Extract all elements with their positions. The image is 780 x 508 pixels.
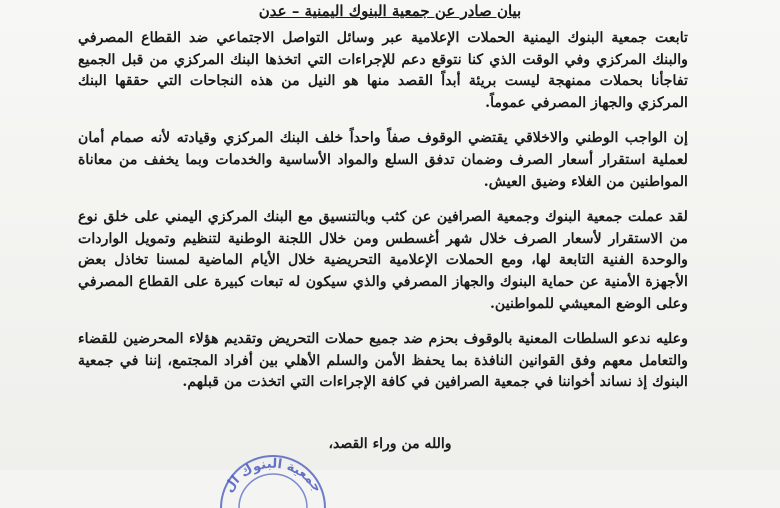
document-title-text: بيان صادر عن جمعية البنوك اليمنية – عدن [258,2,522,20]
svg-text:جمعية البنوك ال [221,457,324,496]
paragraph-4: وعليه ندعو السلطات المعنية بالوقوف بحزم ضد جميع حملات التحريض وتقديم هؤلاء المحرضين للقضاء والتعامل معهم وفق القوانين النافذة بما يحفظ الأمن والسلم الأهلي بين أفراد المجتمع، إننا في جمعية البنوك إذ نساند أخواننا في جمعية الصرافين في كافة الإجراءات التي اتخذت من قبلهم. [78,331,688,391]
stamp-text: جمعية البنوك ال [221,456,325,496]
document-title [0,2,780,20]
closing-line: والله من وراء القصد، [328,436,452,452]
paragraph-2: إن الواجب الوطني والاخلاقي يقتضي الوقوف صفاً واحداً خلف البنك المركزي وقيادته لأنه صمام أمان لعملية استقرار أسعار الصرف وضمان تدفق السلع والمواد الأساسية والخدمات وبما يخفف من معاناة المواطنين من الغلاء وضيق العيش. [78,130,688,190]
paragraph-1: تابعت جمعية البنوك اليمنية الحملات الإعلامية عبر وسائل التواصل الاجتماعي ضد القطاع المصرفي والبنك المركزي وفي الوقت الذي كنا نتوقع دعم للإجراءات التي اتخذها البنك المركزي من قبل الجميع تفاجأنا بحملات ممنهجة ليست بريئة أبداً القصد منها هو النيل من هذه النجاحات التي حققها البنك المركزي والجهاز المصرفي عموماً. [78,30,688,111]
bank-association-stamp [218,448,328,508]
document-body [78,28,688,408]
paragraph-3: لقد عملت جمعية البنوك وجمعية الصرافين عن كثب وبالتنسيق مع البنك المركزي اليمني على خلق نوع من الاستقرار لأسعار الصرف خلال شهر أغسطس ومن خلال اللجنة الوطنية لتنظيم وتمويل الواردات والوحدة الفنية التابعة لها، ومع الحملات الإعلامية التحريضية خلال الأيام الماضية لمسنا تخاذل بعض الأجهزة الأمنية عن حماية البنوك والجهاز المصرفي والذي سيكون له تبعات كبيرة على القطاع المصرفي وعلى الوضع المعيشي للمواطنين. [78,209,688,312]
